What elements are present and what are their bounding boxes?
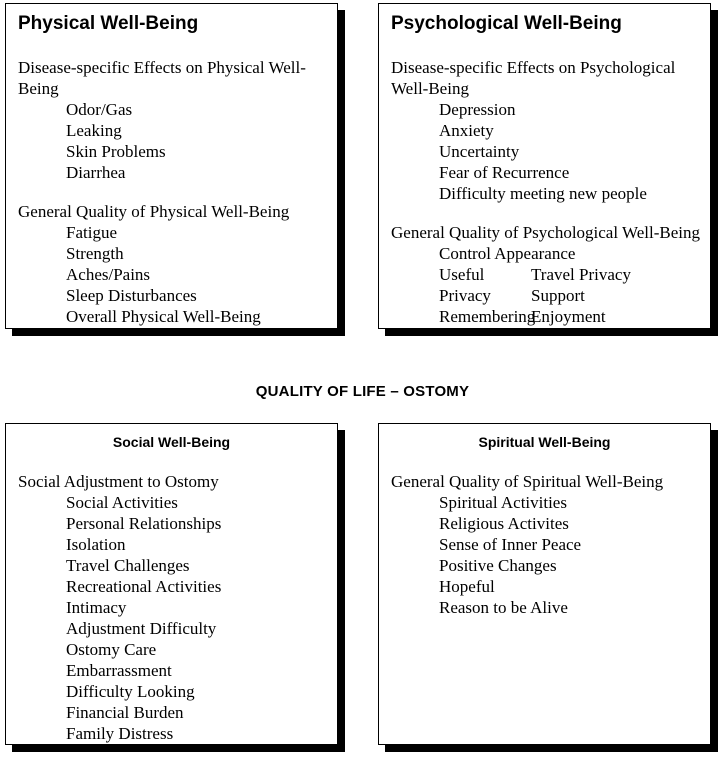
list-item-right: Travel Privacy	[531, 265, 631, 284]
list-item: Odor/Gas	[66, 100, 133, 119]
list-item: Sense of Inner Peace	[439, 535, 582, 554]
social-section-adjustment	[16, 471, 327, 744]
list-item	[439, 306, 700, 327]
list-item: Sleep Disturbances	[66, 286, 197, 305]
psychological-section-general-quality	[389, 222, 700, 327]
spiritual-section-general-quality	[389, 471, 700, 618]
list-item-left: Remembering	[439, 307, 536, 326]
quadrant-psychological-well-being	[378, 3, 711, 329]
list-item: Reason to be Alive	[439, 598, 568, 617]
list-item: Ostomy Care	[66, 640, 157, 659]
quadrant-spiritual-content	[379, 424, 710, 626]
list-item: Fear of Recurrence	[439, 163, 570, 182]
psychological-general-quality-list	[389, 243, 700, 264]
list-item: Travel Challenges	[66, 556, 190, 575]
list-item: Strength	[66, 244, 124, 263]
list-item: Difficulty meeting new people	[439, 184, 647, 203]
spiritual-general-quality-list	[389, 492, 700, 618]
diagram-center-title: QUALITY OF LIFE – OSTOMY	[255, 383, 470, 400]
list-item: Family Distress	[66, 724, 174, 743]
quadrant-spiritual-well-being	[378, 423, 711, 745]
psychological-general-quality-paired-list	[389, 264, 700, 327]
list-item: Anxiety	[439, 121, 494, 140]
quadrant-social-well-being	[5, 423, 338, 745]
list-item-right: Support	[531, 286, 585, 305]
quadrant-physical-title: Physical Well-Being	[18, 13, 199, 34]
list-item: Overall Physical Well-Being	[66, 307, 261, 326]
list-item: Intimacy	[66, 598, 127, 617]
list-item: Personal Relationships	[66, 514, 222, 533]
physical-section-general-quality-heading: General Quality of Physical Well-Being	[18, 202, 290, 221]
psychological-section-general-quality-heading: General Quality of Psychological Well-Being	[391, 223, 700, 242]
social-adjustment-list	[16, 492, 327, 744]
list-item: Embarrassment	[66, 661, 172, 680]
quadrant-psychological-title: Psychological Well-Being	[391, 13, 622, 34]
social-section-adjustment-heading: Social Adjustment to Ostomy	[18, 472, 219, 491]
physical-section-disease-specific	[16, 57, 327, 183]
list-item: Difficulty Looking	[66, 682, 195, 701]
list-item: Aches/Pains	[66, 265, 151, 284]
list-item: Spiritual Activities	[439, 493, 567, 512]
list-item: Skin Problems	[66, 142, 166, 161]
physical-general-quality-list	[16, 222, 327, 327]
list-item: Leaking	[66, 121, 122, 140]
list-item	[439, 264, 700, 285]
psychological-disease-specific-list	[389, 99, 700, 204]
list-item: Adjustment Difficulty	[66, 619, 217, 638]
quadrant-social-title: Social Well-Being	[112, 434, 231, 450]
list-item: Social Activities	[66, 493, 178, 512]
list-item: Diarrhea	[66, 163, 126, 182]
physical-section-disease-specific-heading: Disease-specific Effects on Physical Well-Being	[18, 58, 306, 98]
quadrant-physical-well-being	[5, 3, 338, 329]
list-item: Uncertainty	[439, 142, 520, 161]
list-item: Isolation	[66, 535, 126, 554]
spiritual-section-general-quality-heading: General Quality of Spiritual Well-Being	[391, 472, 664, 491]
list-item: Depression	[439, 100, 516, 119]
list-item-right: Enjoyment	[531, 307, 606, 326]
physical-section-general-quality	[16, 201, 327, 327]
psychological-section-disease-specific	[389, 57, 700, 204]
quadrant-physical-content	[6, 4, 337, 329]
list-item	[439, 285, 700, 306]
quadrant-spiritual-title: Spiritual Well-Being	[478, 434, 611, 450]
list-item: Financial Burden	[66, 703, 184, 722]
list-item-left: Useful	[439, 265, 485, 284]
list-item: Control Appearance	[439, 244, 576, 263]
list-item-left: Privacy	[439, 286, 491, 305]
list-item: Fatigue	[66, 223, 117, 242]
list-item: Hopeful	[439, 577, 495, 596]
quadrant-social-content	[6, 424, 337, 745]
list-item: Recreational Activities	[66, 577, 222, 596]
psychological-section-disease-specific-heading: Disease-specific Effects on Psychological Well-Being	[391, 58, 676, 98]
quadrant-psychological-content	[379, 4, 710, 329]
list-item: Positive Changes	[439, 556, 557, 575]
physical-disease-specific-list	[16, 99, 327, 183]
list-item: Religious Activites	[439, 514, 569, 533]
